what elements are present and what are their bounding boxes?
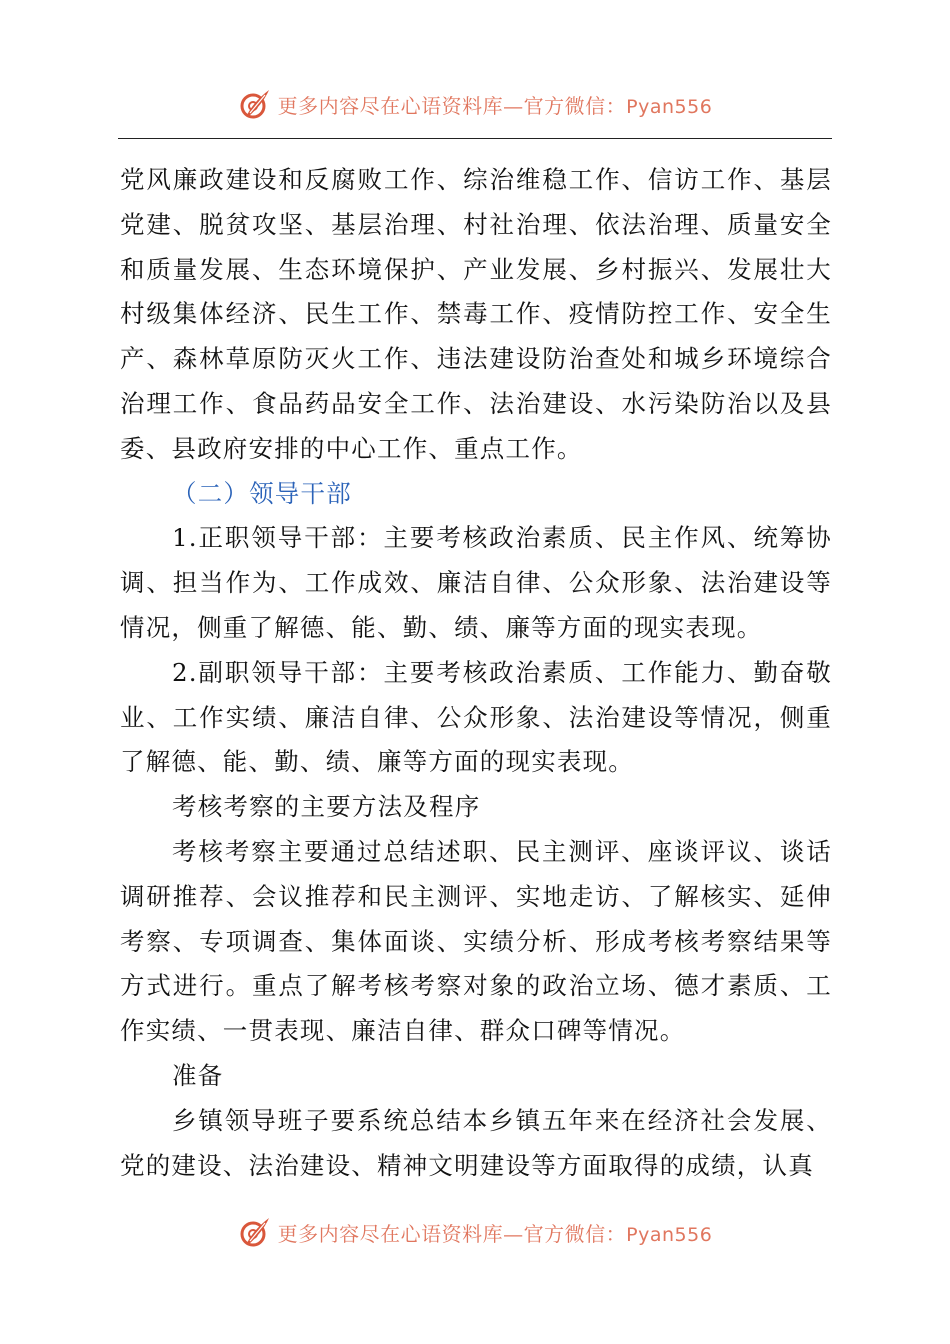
- header-rule: [118, 138, 832, 139]
- paragraph-work-items: 党风廉政建设和反腐败工作、综治维稳工作、信访工作、基层党建、脱贫攻坚、基层治理、村社治理、依法治理、质量安全和质量发展、生态环境保护、产业发展、乡村振兴、发展壮大村级集体经济、民生工作、禁毒工作、疫情防控工作、安全生产、森林草原防灭火工作、违法建设防治查处和城乡环境综合治理工作、食品药品安全工作、法治建设、水污染防治以及县委、县政府安排的中心工作、重点工作。: [120, 165, 832, 463]
- footer-banner: [0, 1212, 950, 1252]
- section-heading-preparation: 准备: [172, 1060, 224, 1090]
- paragraph-chief-leaders: 1.正职领导干部：主要考核政治素质、民主作风、统筹协调、担当作为、工作成效、廉洁自律、公众形象、法治建设等情况，侧重了解德、能、勤、绩、廉等方面的现实表现。: [120, 523, 832, 642]
- section-heading-leaders: （二）领导干部: [172, 478, 352, 508]
- footer-banner-main: 更多内容尽在心语资料库: [277, 1221, 504, 1246]
- paragraph-preparation: 乡镇领导班子要系统总结本乡镇五年来在经济社会发展、党的建设、法治建设、精神文明建设等方面取得的成绩，认真: [120, 1105, 832, 1180]
- footer-banner-text: [278, 1218, 713, 1247]
- header-banner-contact-label: 官方微信：: [523, 93, 627, 118]
- footer-banner-contact-label: 官方微信：: [523, 1221, 627, 1246]
- header-banner-main: 更多内容尽在心语资料库: [277, 93, 504, 118]
- header-banner-text: [278, 90, 713, 119]
- quill-logo-icon: [238, 87, 272, 121]
- paragraph-methods: 考核考察主要通过总结述职、民主测评、座谈评议、谈话调研推荐、会议推荐和民主测评、实地走访、了解核实、延伸考察、专项调查、集体面谈、实绩分析、形成考核考察结果等方式进行。重点了解考核考察对象的政治立场、德才素质、工作实绩、一贯表现、廉洁自律、群众口碑等情况。: [120, 836, 832, 1046]
- quill-logo-icon: [238, 1215, 272, 1249]
- paragraph-deputy-leaders: 2.副职领导干部：主要考核政治素质、工作能力、勤奋敬业、工作实绩、廉洁自律、公众形象、法治建设等情况，侧重了解德、能、勤、绩、廉等方面的现实表现。: [120, 657, 832, 777]
- header-banner-contact-id: Pyan556: [626, 95, 713, 118]
- header-banner: [0, 84, 950, 124]
- footer-banner-contact-id: Pyan556: [626, 1223, 713, 1246]
- document-body: [120, 158, 832, 1188]
- footer-banner-separator: —: [503, 1221, 524, 1246]
- header-banner-separator: —: [503, 93, 524, 118]
- section-heading-methods: 考核考察的主要方法及程序: [172, 792, 481, 822]
